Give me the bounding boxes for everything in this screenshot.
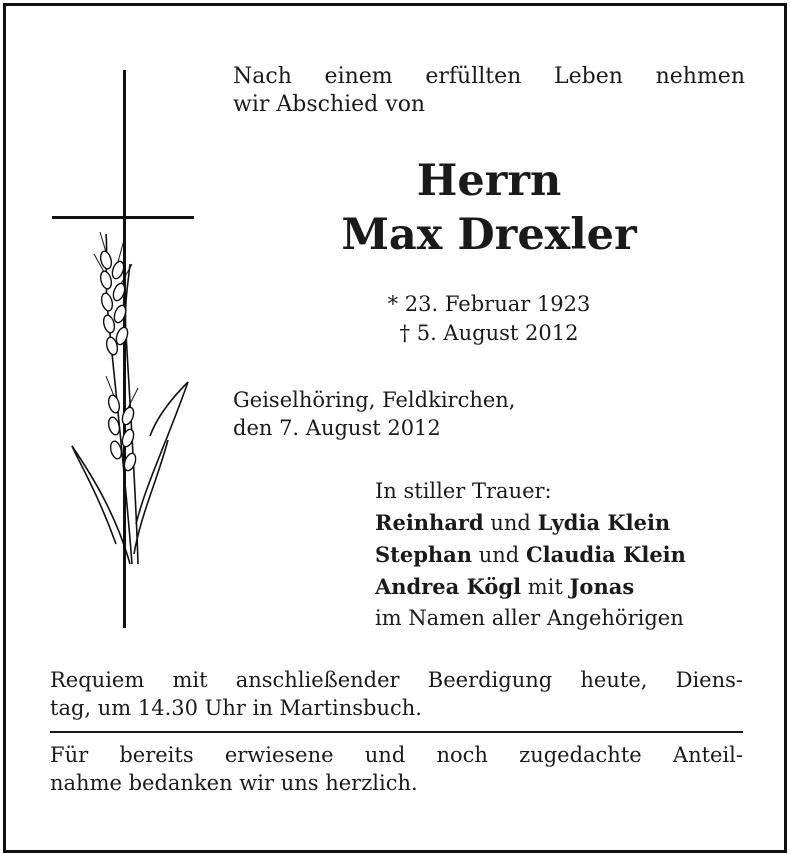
- mourner-name: Lydia Klein: [537, 510, 671, 535]
- mourners-heading: In stiller Trauer:: [375, 479, 552, 503]
- mourner-conjunction: und: [490, 511, 531, 535]
- mourner-name: Claudia Klein: [525, 542, 686, 567]
- mourner-name: Stephan: [375, 542, 473, 567]
- mourner-row: [375, 507, 686, 539]
- intro-line-2: wir Abschied von: [233, 92, 426, 117]
- mourner-row: [375, 571, 686, 603]
- requiem-notice: [50, 666, 743, 722]
- mourners-list: [375, 476, 686, 634]
- death-date: † 5. August 2012: [399, 321, 579, 345]
- mourner-conjunction: und: [478, 543, 520, 567]
- mourner-conjunction: mit: [527, 575, 563, 599]
- intro-text: [233, 63, 745, 119]
- thanks-notice: [50, 741, 743, 797]
- place-and-date: [233, 386, 516, 442]
- mourners-closing: im Namen aller Angehörigen: [375, 606, 684, 630]
- notice-date: den 7. August 2012: [233, 416, 441, 440]
- deceased-name: Max Drexler: [341, 210, 637, 260]
- birth-date: * 23. Februar 1923: [387, 292, 591, 316]
- requiem-line-2: tag, um 14.30 Uhr in Martinsbuch.: [50, 696, 422, 720]
- place-line: Geiselhöring, Feldkirchen,: [233, 388, 516, 412]
- requiem-line-1: Requiem mit anschließender Beerdigung heute, Diens-: [50, 668, 743, 692]
- intro-line-1: Nach einem erfüllten Leben nehmen: [233, 64, 745, 89]
- cross-with-wheat-icon: [46, 64, 196, 634]
- deceased-name-block: [233, 154, 745, 262]
- obituary-notice: [3, 3, 787, 853]
- thanks-line-2: nahme bedanken wir uns herzlich.: [50, 771, 418, 795]
- mourner-row: [375, 539, 686, 571]
- divider: [50, 731, 743, 733]
- mourner-name: Andrea Kögl: [375, 574, 522, 599]
- mourner-name: Jonas: [569, 574, 635, 599]
- salutation: Herrn: [416, 156, 562, 206]
- thanks-line-1: Für bereits erwiesene und noch zugedachte Anteil-: [50, 743, 743, 767]
- life-dates: [233, 290, 745, 348]
- mourner-name: Reinhard: [375, 510, 484, 535]
